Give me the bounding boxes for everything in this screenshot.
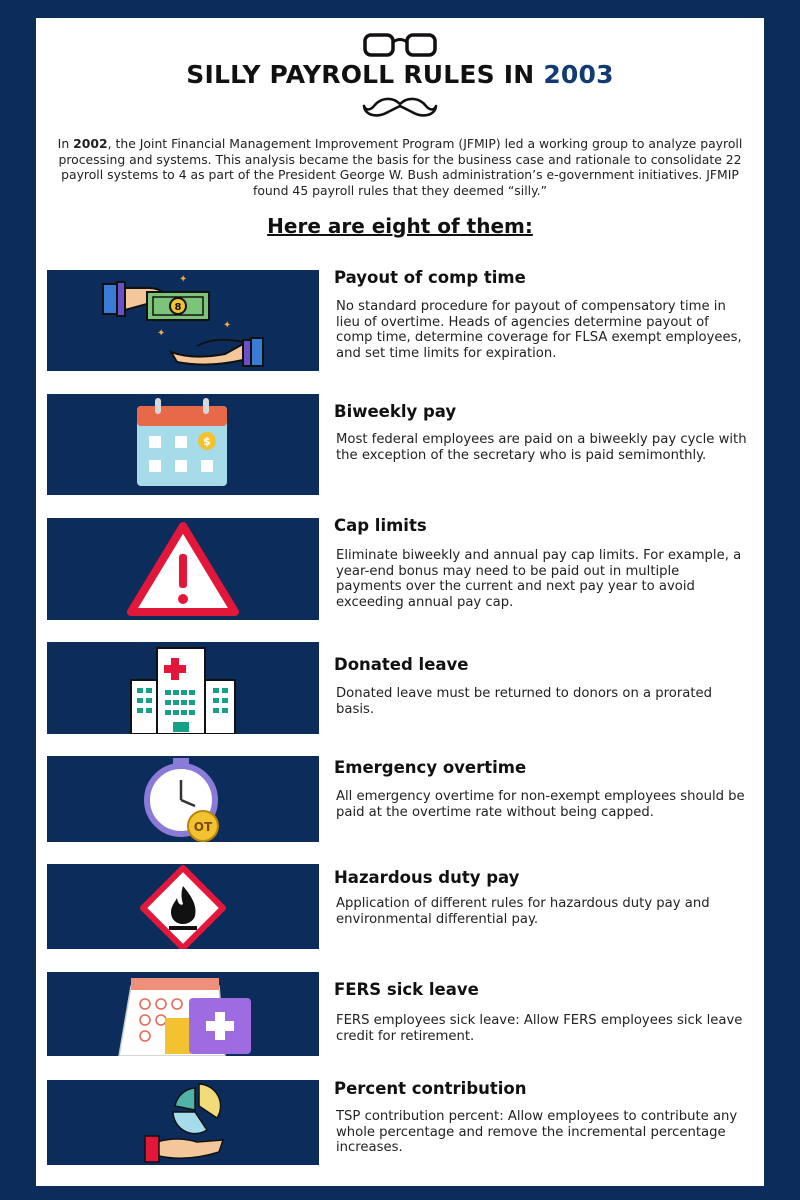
pie-chart-hand-icon: [47, 1080, 319, 1165]
intro-paragraph: In 2002, the Joint Financial Management Improvement Program (JFMIP) led a working group to analyze payroll processing and systems. This analysis became the basis for the business case and rationale to consolidate 22 payroll systems to 4 as part of the President George W. Bush administration’s e-government initiatives. JFMIP found 45 payroll rules that they deemed “silly.”: [57, 136, 743, 198]
svg-text:✦: ✦: [179, 274, 188, 285]
svg-text:$: $: [203, 435, 211, 448]
svg-text:✦: ✦: [223, 320, 232, 331]
rule-desc-cap-limits: Eliminate biweekly and annual pay cap limits. For example, a year-end bonus may need to be paid out in multiple payments over the current and next pay year to avoid exceeding annual pay cap.: [336, 548, 742, 610]
money-hands-icon: [47, 270, 319, 371]
rule-desc-emergency-overtime: All emergency overtime for non-exempt employees should be paid at the overtime rate without being capped.: [336, 789, 745, 820]
mustache-icon: [362, 96, 438, 118]
page-title: SILLY PAYROLL RULES IN 2003: [186, 60, 614, 89]
rule-desc-comp-time: No standard procedure for payout of compensatory time in lieu of overtime. Heads of agencies determine payout of comp time, determine coverage for FLSA exempt employees, and set time limits for expiration.: [336, 299, 742, 361]
overtime-clock-icon: [47, 756, 319, 842]
svg-text:✦: ✦: [157, 328, 166, 339]
warning-icon: [47, 518, 319, 620]
rule-title-donated-leave: Donated leave: [334, 655, 469, 674]
rule-image-biweekly: [47, 394, 319, 495]
rule-title-comp-time: Payout of comp time: [334, 268, 526, 287]
glasses-icon: [362, 32, 438, 58]
rule-desc-biweekly: Most federal employees are paid on a biweekly pay cycle with the exception of the secretary who is paid semimonthly.: [336, 432, 747, 463]
section-heading: Here are eight of them:: [267, 214, 533, 238]
rule-title-hazardous-duty: Hazardous duty pay: [334, 868, 520, 887]
hospital-icon: [47, 642, 319, 734]
rule-desc-percent-contribution: TSP contribution percent: Allow employees to contribute any whole percentage and remove the incremental percentage increases.: [336, 1109, 738, 1155]
rule-image-cap-limits: [47, 518, 319, 620]
calendar-dollar-icon: [47, 394, 319, 495]
rule-image-comp-time: [47, 270, 319, 371]
sick-leave-calendar-icon: [47, 972, 319, 1056]
rule-title-cap-limits: Cap limits: [334, 516, 427, 535]
svg-text:8: 8: [174, 302, 182, 313]
title-year: 2003: [543, 60, 614, 89]
rule-desc-fers-sick-leave: FERS employees sick leave: Allow FERS employees sick leave credit for retirement.: [336, 1013, 743, 1044]
rule-desc-donated-leave: Donated leave must be returned to donors on a prorated basis.: [336, 686, 712, 717]
rule-image-hazardous-duty: [47, 864, 319, 949]
rule-title-emergency-overtime: Emergency overtime: [334, 758, 527, 777]
flammable-hazard-icon: [47, 864, 319, 949]
rule-title-fers-sick-leave: FERS sick leave: [334, 980, 479, 999]
rule-image-fers-sick-leave: [47, 972, 319, 1056]
rule-title-biweekly: Biweekly pay: [334, 402, 457, 421]
intro-year: 2002: [73, 136, 108, 151]
rule-image-donated-leave: [47, 642, 319, 734]
rule-image-emergency-overtime: [47, 756, 319, 842]
infographic-card: [36, 18, 764, 1186]
rule-image-percent-contribution: [47, 1080, 319, 1165]
rule-title-percent-contribution: Percent contribution: [334, 1079, 527, 1098]
rule-desc-hazardous-duty: Application of different rules for hazardous duty pay and environmental differential pay.: [336, 896, 710, 927]
svg-text:OT: OT: [193, 820, 213, 834]
